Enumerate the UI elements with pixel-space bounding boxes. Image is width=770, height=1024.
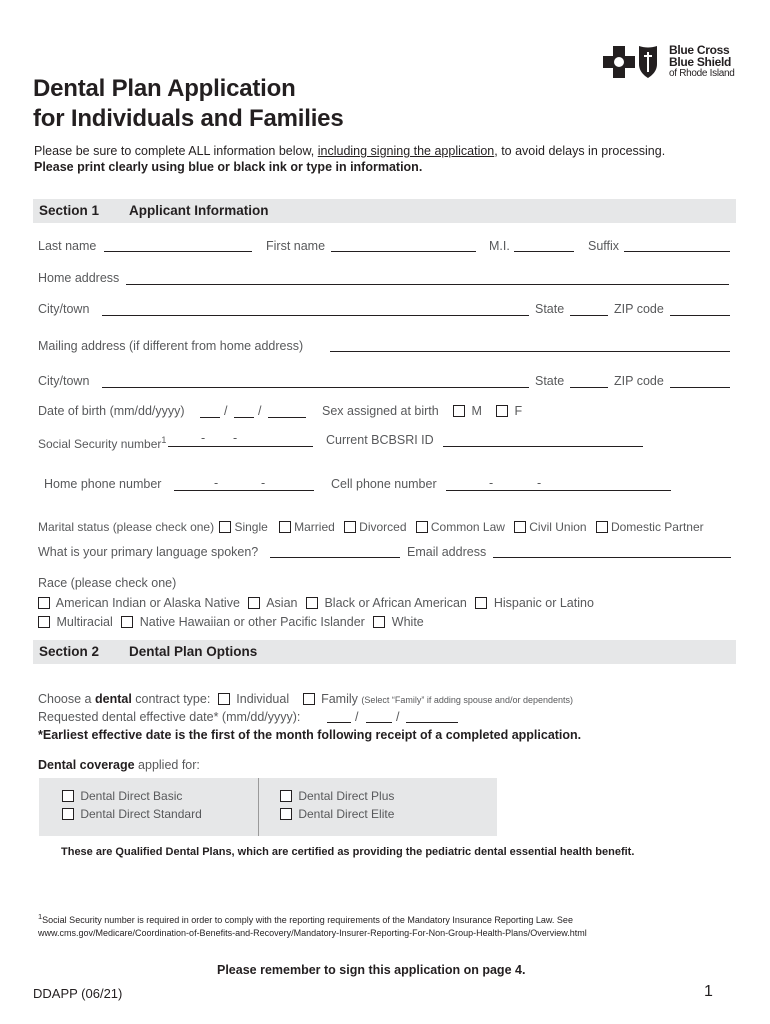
last-name-label: Last name [38,239,97,253]
cell-phone-label: Cell phone number [331,477,437,491]
section2-title: Dental Plan Options [129,644,258,659]
race-option-american-indian[interactable] [38,596,240,610]
race-white-label: White [391,615,424,629]
contract-type-row [38,691,573,708]
email-field[interactable] [493,557,731,558]
page-title [33,74,343,134]
plus-label: Dental Direct Plus [298,789,395,803]
first-name-field[interactable] [331,251,476,252]
plan-dental-direct-basic[interactable] [62,788,182,804]
dob-month-field[interactable] [200,417,220,418]
race-asian-checkbox[interactable] [248,597,260,609]
ssn-label [38,432,166,452]
standard-label: Dental Direct Standard [80,807,202,821]
ssn-dash2: - [233,431,238,445]
marital-option-divorced[interactable] [344,520,406,534]
contract-option-individual[interactable] [218,692,289,706]
home-phone-field[interactable] [174,490,314,491]
race-american-indian-checkbox[interactable] [38,597,50,609]
family-checkbox[interactable] [303,693,315,705]
plan-dental-direct-standard[interactable] [62,806,202,822]
title-line2: for Individuals and Families [33,105,344,132]
marital-domestic-partner-label: Domestic Partner [610,520,704,534]
race-option-asian[interactable] [248,596,297,610]
race-hispanic-label: Hispanic or Latino [493,596,594,610]
zip-label: ZIP code [614,302,664,316]
section2-header [33,640,736,664]
individual-checkbox[interactable] [218,693,230,705]
marital-option-single[interactable] [219,520,267,534]
marital-option-civil-union[interactable] [514,520,586,534]
footnote-superscript: 1 [38,912,43,921]
marital-single-checkbox[interactable] [219,521,231,533]
effective-date-label: Requested dental effective date* (mm/dd/yyyy): [38,710,301,724]
footnote-line2: www.cms.gov/Medicare/Coordination-of-Benefits-and-Recovery/Mandatory-Insurer-Reporting-For-Non-Group-Health-Plans/Overview.html [38,928,587,938]
city-town-field[interactable] [102,315,529,316]
zip2-field[interactable] [670,387,730,388]
elite-label: Dental Direct Elite [298,807,395,821]
contract-bold: dental [94,692,132,706]
basic-checkbox[interactable] [62,790,74,802]
email-label: Email address [407,545,487,559]
sex-f-option[interactable] [496,403,522,419]
section1-title: Applicant Information [129,203,269,218]
race-black-label: Black or African American [324,596,467,610]
state-field[interactable] [570,315,608,316]
home-phone-dash1: - [214,476,219,490]
intro-text [34,143,665,175]
section1-number: Section 1 [39,203,100,218]
section2-number: Section 2 [39,644,100,659]
coverage-divider [258,778,259,836]
footnote [38,910,587,940]
race-american-indian-label: American Indian or Alaska Native [55,596,240,610]
mi-label: M.I. [489,239,510,253]
sex-label: Sex assigned at birth [322,404,439,418]
title-line1: Dental Plan Application [33,75,296,102]
individual-label: Individual [236,692,290,706]
city-town2-label: City/town [38,374,90,388]
mailing-address-label: Mailing address (if different from home address) [38,339,304,353]
ssn-dash1: - [201,431,206,445]
race-white-checkbox[interactable] [373,616,385,628]
state-label: State [535,302,565,316]
contract-suffix: contract type: [131,692,211,706]
cell-phone-dash2: - [537,476,542,490]
ssn-field[interactable] [168,446,313,447]
sex-m-label: M [471,404,482,418]
marital-civil-union-label: Civil Union [529,520,587,534]
footnote-line1: Social Security number is required in order to comply with the reporting requirements of the Mandatory Insurance Reporting Law. See [42,915,573,925]
contract-prefix: Choose a [38,692,95,706]
plan-dental-direct-plus[interactable] [280,788,394,804]
intro-part1: Please be sure to complete ALL information below, [34,144,318,158]
dob-sep2: / [258,404,262,418]
race-option-black[interactable] [306,596,467,610]
dob-day-field[interactable] [234,417,254,418]
marital-option-common-law[interactable] [416,520,505,534]
plan-dental-direct-elite[interactable] [280,806,394,822]
race-multiracial-checkbox[interactable] [38,616,50,628]
effective-sep1: / [355,710,359,724]
logo-line3: of Rhode Island [669,68,735,79]
dob-year-field[interactable] [268,417,306,418]
page-number: 1 [704,983,713,1000]
suffix-label: Suffix [588,239,620,253]
race-hispanic-checkbox[interactable] [475,597,487,609]
qualified-plans-note: These are Qualified Dental Plans, which are certified as providing the pediatric dental essential health benefit. [61,846,635,858]
first-name-label: First name [266,239,326,253]
race-asian-label: Asian [266,596,298,610]
home-address-label: Home address [38,271,120,285]
effective-sep2: / [396,710,400,724]
marital-divorced-label: Divorced [359,520,407,534]
language-field[interactable] [270,557,400,558]
section1-header [33,199,736,223]
marital-domestic-partner-checkbox[interactable] [596,521,608,533]
standard-checkbox[interactable] [62,808,74,820]
marital-married-checkbox[interactable] [279,521,291,533]
bcbsri-id-field[interactable] [443,446,643,447]
effective-month-field[interactable] [327,722,351,723]
bcbsri-logo [603,44,743,82]
marital-common-law-checkbox[interactable] [416,521,428,533]
marital-single-label: Single [234,520,268,534]
effective-day-field[interactable] [366,722,392,723]
bcbsri-id-label: Current BCBSRI ID [326,433,434,447]
cell-phone-field[interactable] [446,490,671,491]
race-native-hawaiian-checkbox[interactable] [121,616,133,628]
sex-m-option[interactable] [453,403,482,419]
dob-label: Date of birth (mm/dd/yyyy) [38,404,185,418]
suffix-field[interactable] [624,251,730,252]
marital-divorced-checkbox[interactable] [344,521,356,533]
race-option-native-hawaiian[interactable] [121,615,365,629]
logo-line1: Blue Cross [669,43,730,57]
dob-sep1: / [224,404,228,418]
coverage-rest: applied for: [134,758,200,772]
race-multiracial-label: Multiracial [56,615,113,629]
city-town-label: City/town [38,302,90,316]
marital-option-married[interactable] [279,520,335,534]
intro-underlined: including signing the application [317,144,495,158]
form-code: DDAPP (06/21) [33,986,123,1001]
marital-common-law-label: Common Law [430,520,505,534]
coverage-bold: Dental coverage [38,758,135,772]
marital-civil-union-checkbox[interactable] [514,521,526,533]
sex-f-checkbox[interactable] [496,405,508,417]
last-name-field[interactable] [104,251,252,252]
intro-part2: , to avoid delays in processing. [494,144,666,158]
state2-label: State [535,374,565,388]
state2-field[interactable] [570,387,608,388]
race-native-hawaiian-label: Native Hawaiian or other Pacific Islander [139,615,365,629]
earliest-date-note: *Earliest effective date is the first of the month following receipt of a completed application. [38,728,582,742]
family-note: (Select “Family” if adding spouse and/or dependents) [361,695,573,705]
effective-year-field[interactable] [406,722,458,723]
race-black-checkbox[interactable] [306,597,318,609]
ssn-label-text: Social Security number [38,437,162,451]
race-option-white[interactable] [373,615,423,629]
basic-label: Dental Direct Basic [80,789,183,803]
marital-option-domestic-partner[interactable] [596,520,704,534]
race-option-multiracial[interactable] [38,615,113,629]
home-phone-label: Home phone number [44,477,162,491]
race-row1 [38,595,594,611]
contract-option-family[interactable] [303,692,358,706]
mi-field[interactable] [514,251,574,252]
family-label: Family [321,692,358,706]
sign-reminder: Please remember to sign this application on page 4. [217,963,526,977]
zip-field[interactable] [670,315,730,316]
sex-m-checkbox[interactable] [453,405,465,417]
coverage-label [38,757,200,773]
home-address-field[interactable] [126,284,729,285]
elite-checkbox[interactable] [280,808,292,820]
sex-f-label: F [514,404,523,418]
cross-shield-icon [603,44,665,80]
city-town2-field[interactable] [102,387,529,388]
race-option-hispanic[interactable] [475,596,594,610]
cell-phone-dash1: - [489,476,494,490]
zip2-label: ZIP code [614,374,664,388]
plus-checkbox[interactable] [280,790,292,802]
home-phone-dash2: - [261,476,266,490]
mailing-address-field[interactable] [330,351,730,352]
language-label: What is your primary language spoken? [38,545,259,559]
logo-text [669,44,735,80]
logo-line2: Blue Shield [669,55,732,69]
intro-line2: Please print clearly using blue or black ink or type in information. [34,160,423,174]
ssn-superscript: 1 [161,435,167,445]
marital-status-row [38,519,704,535]
marital-status-label: Marital status (please check one) [38,520,215,534]
marital-married-label: Married [294,520,335,534]
race-label: Race (please check one) [38,576,177,590]
race-row2 [38,614,424,630]
